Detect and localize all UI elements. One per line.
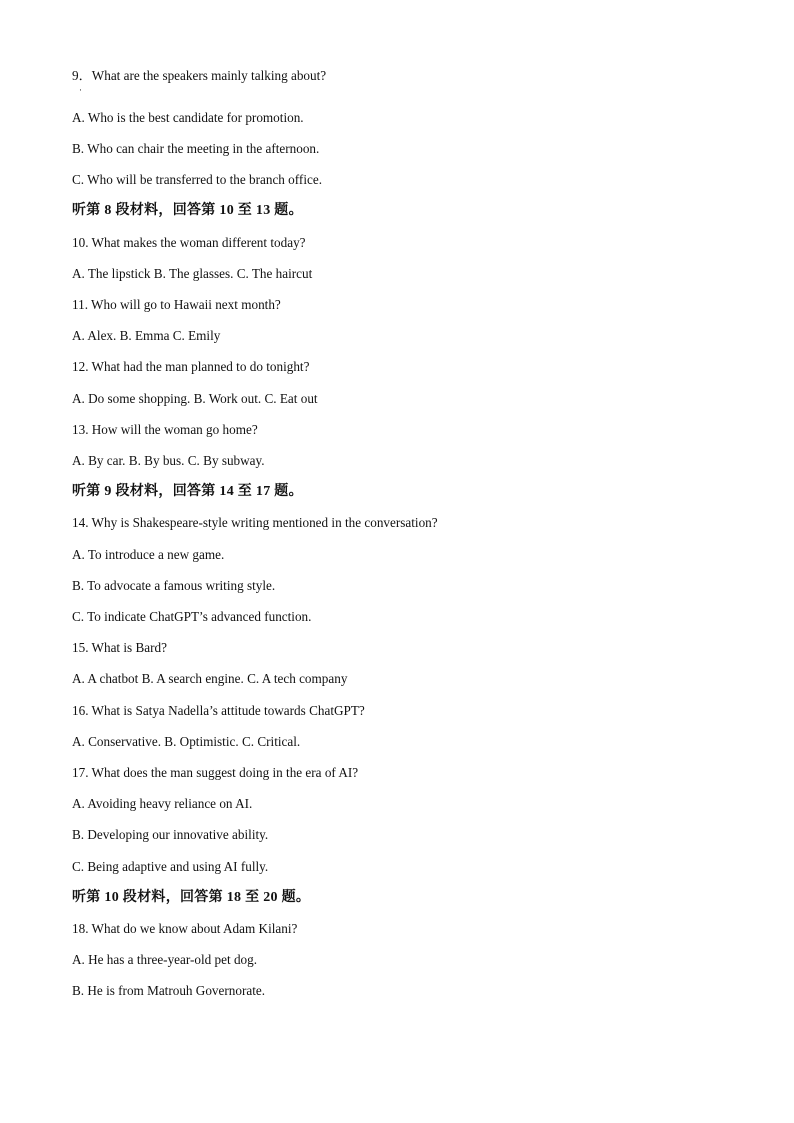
question-11: 11. Who will go to Hawaii next month?	[72, 297, 281, 312]
option-14c: C. To indicate ChatGPT’s advanced function.	[72, 609, 312, 624]
question-9: 9．What are the speakers mainly talking about?	[72, 68, 327, 83]
question-16: 16. What is Satya Nadella’s attitude towards ChatGPT?	[72, 703, 365, 718]
option-9a: A. Who is the best candidate for promotion.	[72, 110, 304, 125]
options-11: A. Alex. B. Emma C. Emily	[72, 328, 221, 343]
question-13: 13. How will the woman go home?	[72, 422, 258, 437]
options-15: A. A chatbot B. A search engine. C. A tech company	[72, 671, 348, 686]
option-9c: C. Who will be transferred to the branch office.	[72, 172, 322, 187]
option-18b: B. He is from Matrouh Governorate.	[72, 983, 266, 998]
options-10: A. The lipstick B. The glasses. C. The haircut	[72, 266, 313, 281]
question-15: 15. What is Bard?	[72, 640, 167, 655]
question-10: 10. What makes the woman different today?	[72, 235, 306, 250]
option-17b: B. Developing our innovative ability.	[72, 827, 269, 842]
option-17c: C. Being adaptive and using AI fully.	[72, 859, 269, 874]
section-heading-10: 听第 10 段材料，回答第 18 至 20 题。	[72, 890, 311, 905]
section-heading-9: 听第 9 段材料，回答第 14 至 17 题。	[72, 484, 303, 499]
question-18: 18. What do we know about Adam Kilani?	[72, 921, 298, 936]
stray-mark: ·	[79, 85, 82, 95]
options-12: A. Do some shopping. B. Work out. C. Eat out	[72, 391, 318, 406]
option-18a: A. He has a three-year-old pet dog.	[72, 952, 258, 967]
option-17a: A. Avoiding heavy reliance on AI.	[72, 796, 253, 811]
options-13: A. By car. B. By bus. C. By subway.	[72, 453, 265, 468]
question-14: 14. Why is Shakespeare-style writing mentioned in the conversation?	[72, 515, 438, 530]
option-14b: B. To advocate a famous writing style.	[72, 578, 276, 593]
question-17: 17. What does the man suggest doing in the era of AI?	[72, 765, 359, 780]
question-12: 12. What had the man planned to do tonight?	[72, 359, 310, 374]
options-16: A. Conservative. B. Optimistic. C. Critical.	[72, 734, 301, 749]
option-9b: B. Who can chair the meeting in the afternoon.	[72, 141, 320, 156]
section-heading-8: 听第 8 段材料，回答第 10 至 13 题。	[72, 203, 303, 218]
option-14a: A. To introduce a new game.	[72, 547, 225, 562]
